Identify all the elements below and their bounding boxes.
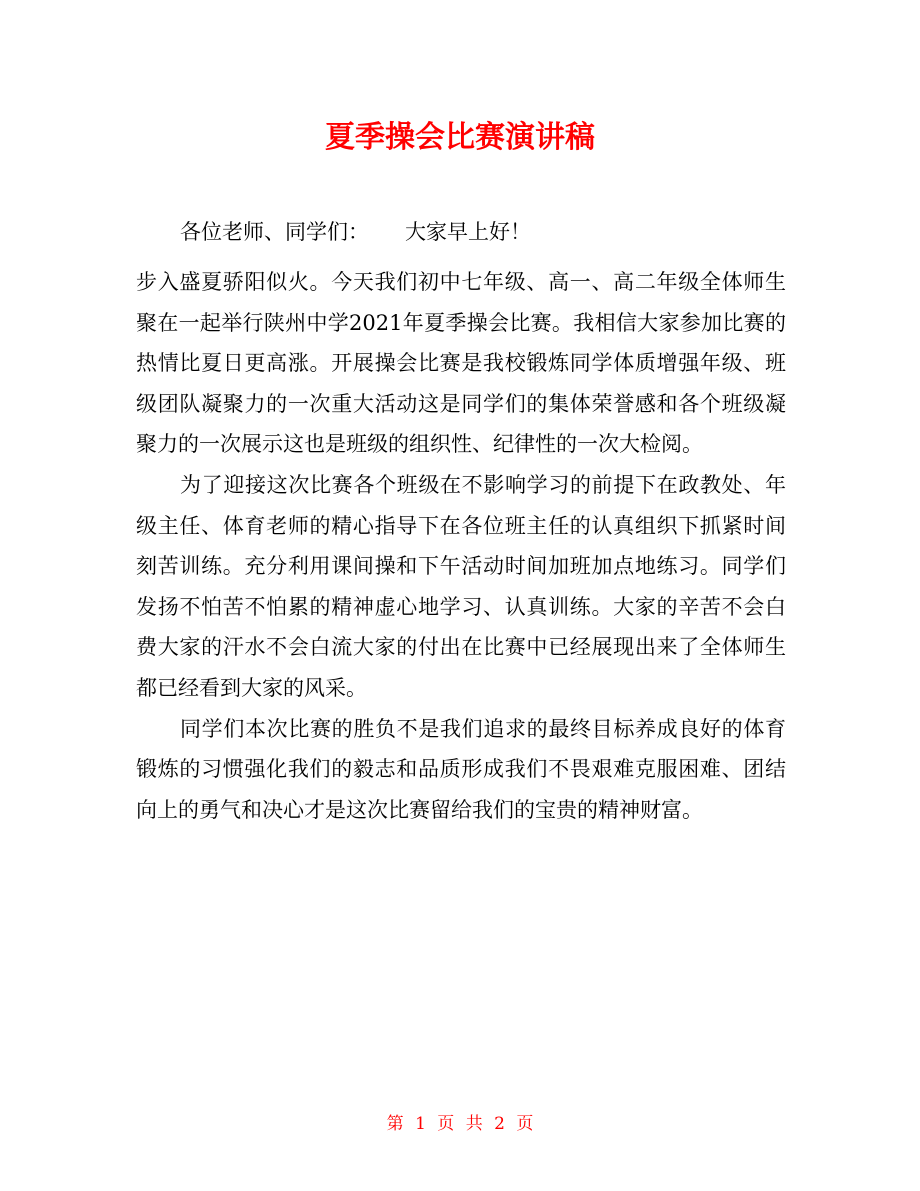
document-title: 夏季操会比赛演讲稿	[325, 120, 595, 155]
paragraph-2: 为了迎接这次比赛各个班级在不影响学习的前提下在政教处、年级主任、体育老师的精心指导下在各位班主任的认真组织下抓紧时间刻苦训练。充分利用课间操和下午活动时间加班加点地练习。同学们发扬不怕苦不怕累的精神虚心地学习、认真训练。大家的辛苦不会白费大家的汗水不会白流大家的付出在比赛中已经展现出来了全体师生都已经看到大家的风采。	[136, 472, 786, 700]
greeting-morning: 大家早上好！	[405, 220, 531, 244]
greeting-salutation: 各位老师、同学们：	[180, 220, 369, 244]
greeting-line	[180, 214, 531, 250]
page-footer: 第 1 页 共 2 页	[386, 1114, 534, 1134]
paragraph-3: 同学们本次比赛的胜负不是我们追求的最终目标养成良好的体育锻炼的习惯强化我们的毅志和品质形成我们不畏艰难克服困难、团结向上的勇气和决心才是这次比赛留给我们的宝贵的精神财富。	[136, 716, 786, 822]
document-body	[136, 262, 786, 830]
paragraph-1: 步入盛夏骄阳似火。今天我们初中七年级、高一、高二年级全体师生聚在一起举行陕州中学2021年夏季操会比赛。我相信大家参加比赛的热情比夏日更高涨。开展操会比赛是我校锻炼同学体质增强年级、班级团队凝聚力的一次重大活动这是同学们的集体荣誉感和各个班级凝聚力的一次展示这也是班级的组织性、纪律性的一次大检阅。	[136, 270, 786, 457]
